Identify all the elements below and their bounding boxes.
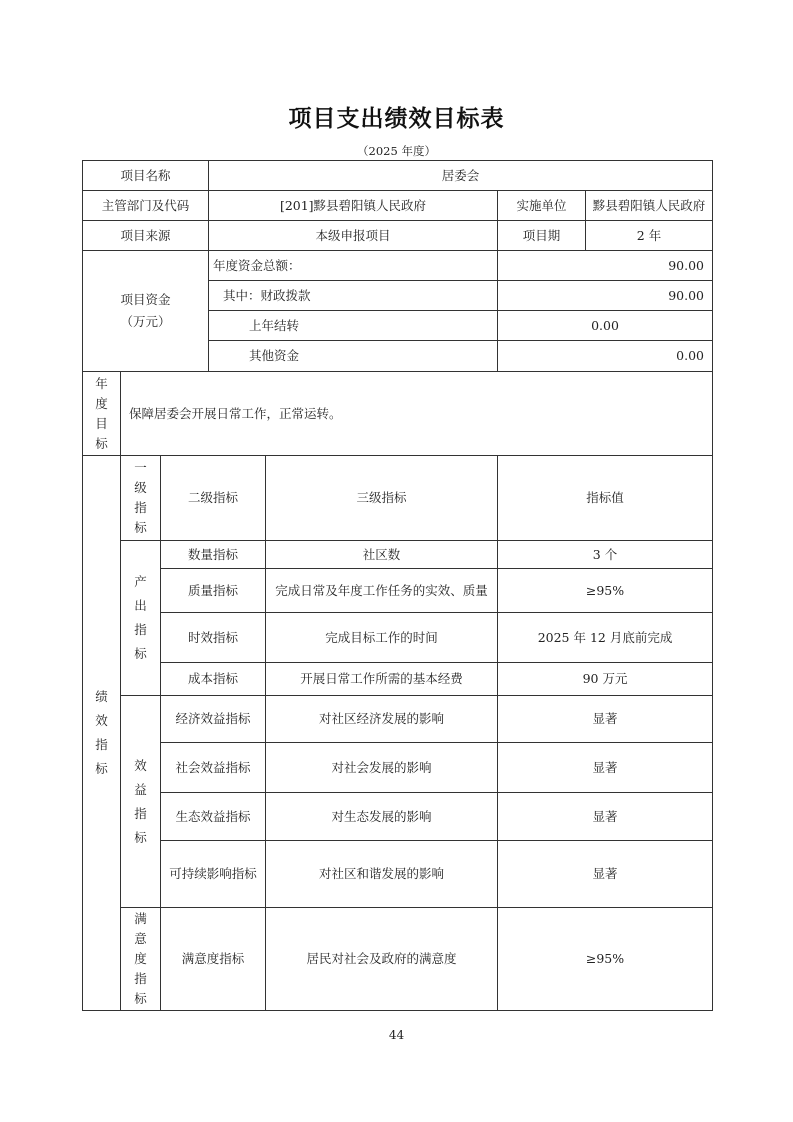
annual-goal-text: 保障居委会开展日常工作，正常运转。: [121, 372, 713, 456]
indicator-level3: 对社区经济发展的影响: [266, 696, 498, 743]
indicator-value: ≥95%: [498, 569, 713, 613]
period-value: 2 年: [586, 221, 713, 251]
indicator-level2: 成本指标: [161, 663, 266, 696]
indicator-value: 显著: [498, 743, 713, 793]
indicator-row: [83, 569, 713, 613]
indicator-row: [83, 541, 713, 569]
indicator-level3: 社区数: [266, 541, 498, 569]
indicator-row: [83, 841, 713, 908]
indicator-level2: 满意度指标: [161, 908, 266, 1011]
indicator-level2: 质量指标: [161, 569, 266, 613]
funds-fiscal-label: 其中：财政拨款: [209, 281, 498, 311]
indicator-row: [83, 743, 713, 793]
row-department: [83, 191, 713, 221]
page-number: 44: [388, 1028, 405, 1042]
indicators-group-label: 绩效指标: [83, 456, 121, 1011]
project-name-value: 居委会: [209, 161, 713, 191]
indicator-level3: 居民对社会及政府的满意度: [266, 908, 498, 1011]
header-level1: 一级指标: [121, 456, 161, 541]
period-label: 项目期: [498, 221, 586, 251]
indicator-level3: 对社区和谐发展的影响: [266, 841, 498, 908]
header-value: 指标值: [498, 456, 713, 541]
row-funds-total: [83, 251, 713, 281]
dept-value: [201]黟县碧阳镇人民政府: [209, 191, 498, 221]
indicator-level2: 可持续影响指标: [161, 841, 266, 908]
source-label: 项目来源: [83, 221, 209, 251]
indicator-level2: 时效指标: [161, 613, 266, 663]
project-name-label: 项目名称: [83, 161, 209, 191]
header-level3: 三级指标: [266, 456, 498, 541]
indicator-row: [83, 793, 713, 841]
funds-total-value: 90.00: [498, 251, 713, 281]
indicator-level3: 开展日常工作所需的基本经费: [266, 663, 498, 696]
performance-table: [82, 160, 713, 1011]
indicator-value: 2025 年 12 月底前完成: [498, 613, 713, 663]
funds-other-value: 0.00: [498, 341, 713, 372]
row-source: [83, 221, 713, 251]
indicator-row: [83, 908, 713, 1011]
benefit-label: 效益指标: [121, 696, 161, 908]
satisfaction-label: 满意度指标: [121, 908, 161, 1011]
indicator-row: [83, 663, 713, 696]
annual-goal-label: 年度目标: [83, 372, 121, 456]
indicator-value: 3 个: [498, 541, 713, 569]
funds-fiscal-value: 90.00: [498, 281, 713, 311]
page-title: 项目支出绩效目标表: [288, 106, 505, 132]
year-subtitle: （2025 年度）: [357, 144, 436, 158]
impl-value: 黟县碧阳镇人民政府: [586, 191, 713, 221]
indicator-level2: 经济效益指标: [161, 696, 266, 743]
indicator-level3: 对社会发展的影响: [266, 743, 498, 793]
output-label: 产出指标: [121, 541, 161, 696]
source-value: 本级申报项目: [209, 221, 498, 251]
indicator-value: 显著: [498, 793, 713, 841]
indicator-row: [83, 613, 713, 663]
indicator-level3: 完成目标工作的时间: [266, 613, 498, 663]
indicator-value: 显著: [498, 841, 713, 908]
header-level2: 二级指标: [161, 456, 266, 541]
funds-total-label: 年度资金总额：: [209, 251, 498, 281]
funds-other-label: 其他资金: [209, 341, 498, 372]
funds-label: [83, 251, 209, 372]
row-indicator-header: [83, 456, 713, 541]
indicator-level3: 对生态发展的影响: [266, 793, 498, 841]
row-project-name: [83, 161, 713, 191]
dept-label: 主管部门及代码: [83, 191, 209, 221]
indicator-level2: 社会效益指标: [161, 743, 266, 793]
indicator-level3: 完成日常及年度工作任务的实效、质量: [266, 569, 498, 613]
funds-carryover-value: 0.00: [498, 311, 713, 341]
funds-label-line1: 项目资金: [120, 292, 171, 307]
funds-carryover-label: 上年结转: [209, 311, 498, 341]
indicator-level2: 生态效益指标: [161, 793, 266, 841]
row-annual-goal: [83, 372, 713, 456]
indicator-value: ≥95%: [498, 908, 713, 1011]
indicator-row: [83, 696, 713, 743]
indicator-value: 显著: [498, 696, 713, 743]
impl-label: 实施单位: [498, 191, 586, 221]
indicator-level2: 数量指标: [161, 541, 266, 569]
indicator-value: 90 万元: [498, 663, 713, 696]
funds-label-line2: （万元）: [120, 314, 171, 329]
